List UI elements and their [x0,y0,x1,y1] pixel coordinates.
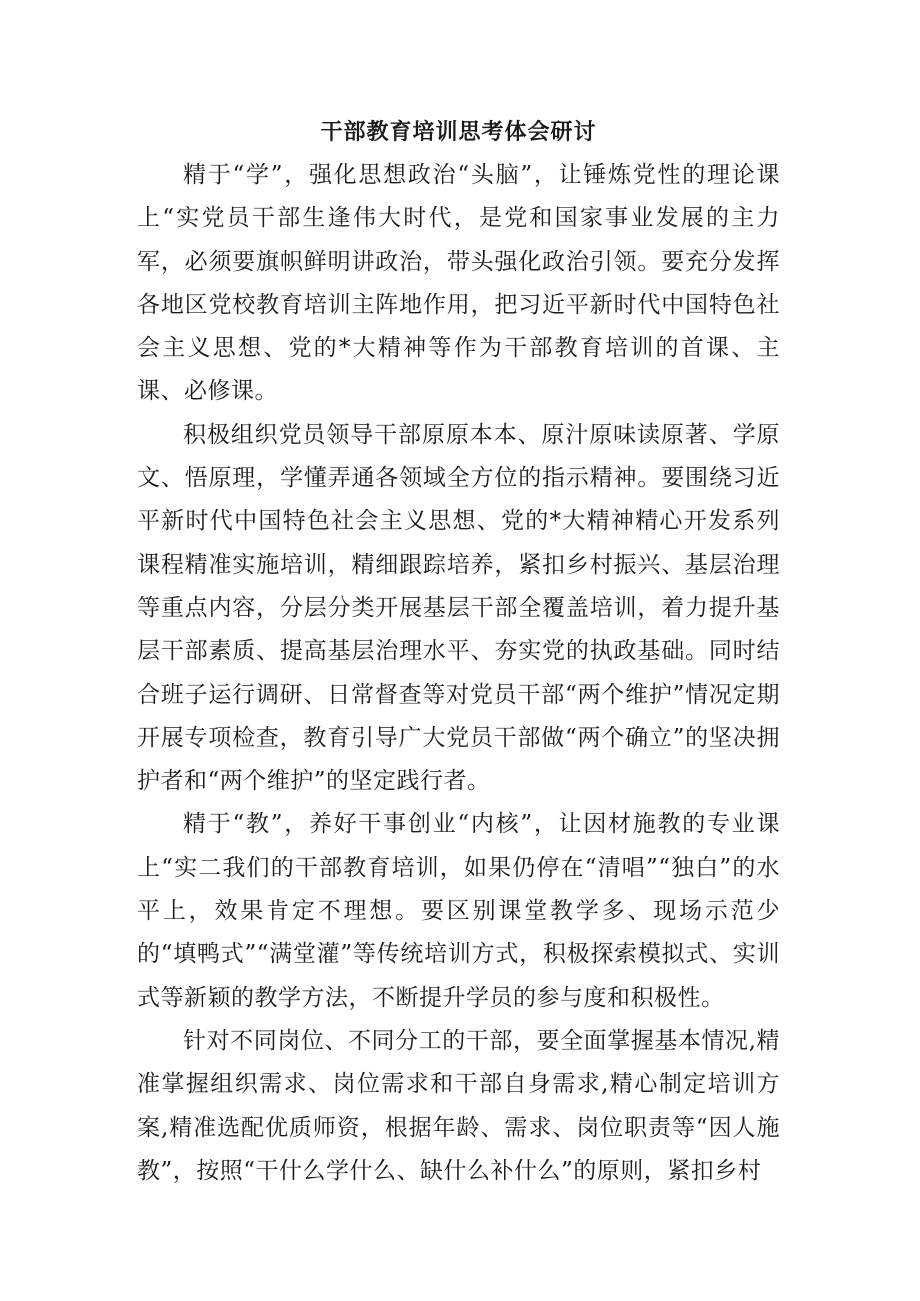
document-body [137,112,780,1193]
paragraph-3: 精于“教”，养好干事创业“内核”，让因材施教的专业课上“实二我们的干部教育培训，如果仍停在“清唱”“独白”的水平上，效果肯定不理想。要区别课堂教学多、现场示范少的“填鸭式”“满堂灌”等传统培训方式，积极探索模拟式、实训式等新颖的教学方法，不断提升学员的参与度和积极性。 [137,811,780,1011]
document-title: 干部教育培训思考体会研讨 [320,119,597,145]
paragraph-2: 积极组织党员领导干部原原本本、原汁原味读原著、学原文、悟原理，学懂弄通各领域全方位的指示精神。要围绕习近平新时代中国特色社会主义思想、党的*大精神精心开发系列课程精准实施培训，精细跟踪培养，紧扣乡村振兴、基层治理等重点内容，分层分类开展基层干部全覆盖培训，着力提升基层干部素质、提高基层治理水平、夯实党的执政基础。同时结合班子运行调研、日常督查等对党员干部“两个维护”情况定期开展专项检查，教育引导广大党员干部做“两个确立”的坚决拥护者和“两个维护”的坚定践行者。 [137,421,780,795]
paragraph-1: 精于“学”，强化思想政治“头脑”，让锤炼党性的理论课上“实党员干部生逢伟大时代，是党和国家事业发展的主力军，必须要旗帜鲜明讲政治，带头强化政治引领。要充分发挥各地区党校教育培训主阵地作用，把习近平新时代中国特色社会主义思想、党的*大精神等作为干部教育培训的首课、主课、必修课。 [137,162,780,405]
paragraph-4: 针对不同岗位、不同分工的干部，要全面掌握基本情况,精准掌握组织需求、岗位需求和干部自身需求,精心制定培训方案,精准选配优质师资，根据年龄、需求、岗位职责等“因人施教”，按照“干什么学什么、缺什么补什么”的原则，紧扣乡村 [137,1027,780,1184]
